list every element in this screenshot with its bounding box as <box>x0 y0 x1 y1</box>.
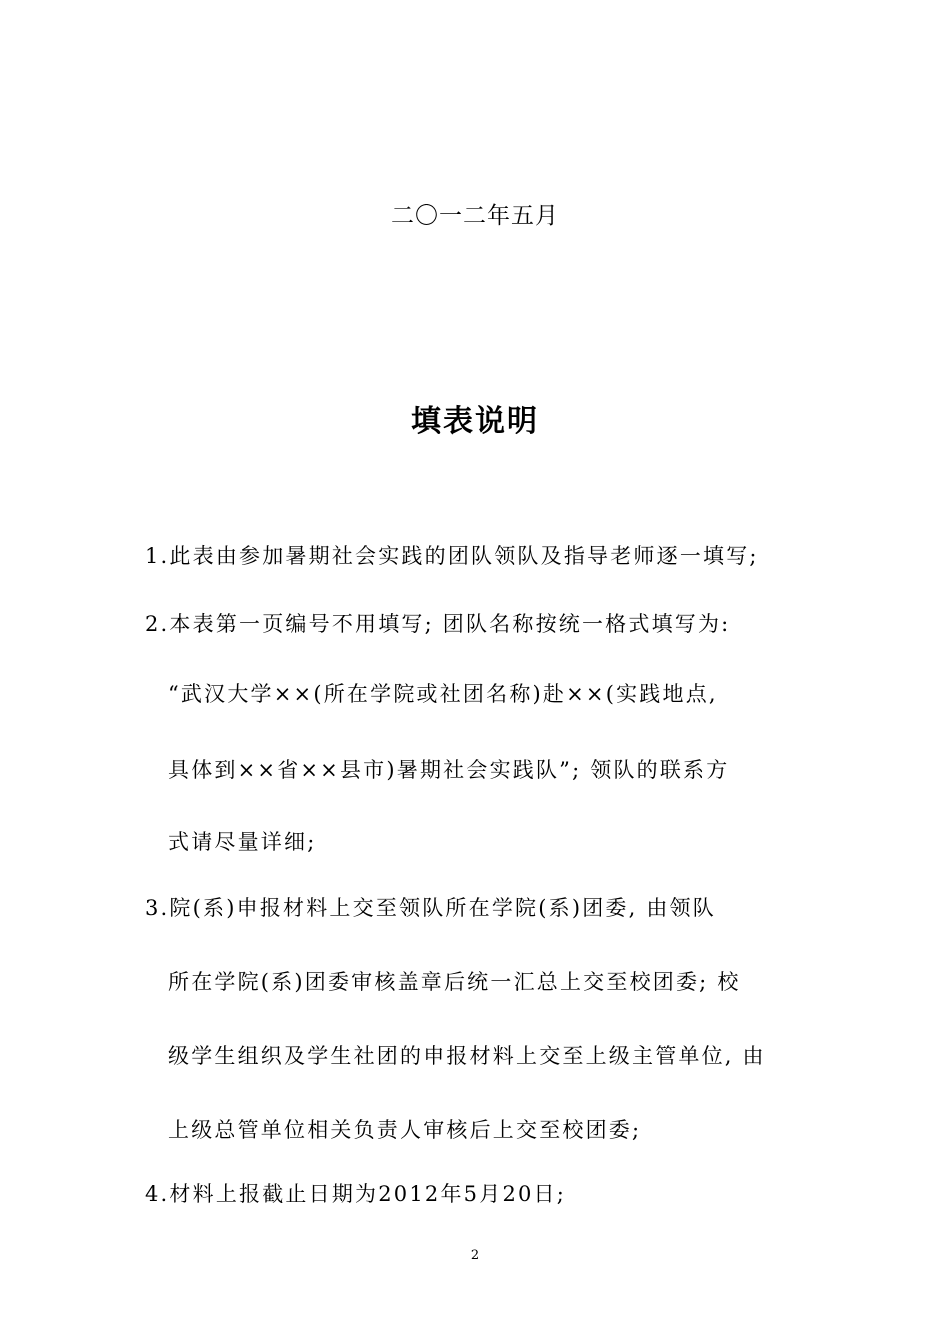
instruction-item-3-cont-2: 级学生组织及学生社团的申报材料上交至上级主管单位, 由 <box>168 1044 766 1068</box>
document-date: 二〇一二年五月 <box>391 203 559 229</box>
page-number: 2 <box>470 1248 480 1263</box>
instruction-item-2-cont-2: 具体到××省××县市)暑期社会实践队”; 领队的联系方 <box>168 758 730 782</box>
instruction-item-1: 1.此表由参加暑期社会实践的团队领队及指导老师逐一填写; <box>145 544 759 568</box>
instructions-title: 填表说明 <box>411 404 539 439</box>
instruction-item-2-cont-1: “武汉大学××(所在学院或社团名称)赴××(实践地点, <box>168 682 718 706</box>
instruction-item-2: 2.本表第一页编号不用填写; 团队名称按统一格式填写为: <box>145 612 731 636</box>
instruction-item-3-cont-1: 所在学院(系)团委审核盖章后统一汇总上交至校团委; 校 <box>168 970 741 994</box>
instruction-item-3: 3.院(系)申报材料上交至领队所在学院(系)团委, 由领队 <box>145 896 716 920</box>
instruction-item-3-cont-3: 上级总管单位相关负责人审核后上交至校团委; <box>168 1118 642 1142</box>
instruction-item-4: 4.材料上报截止日期为2012年5月20日; <box>145 1182 567 1206</box>
instruction-item-2-cont-3: 式请尽量详细; <box>168 830 317 854</box>
